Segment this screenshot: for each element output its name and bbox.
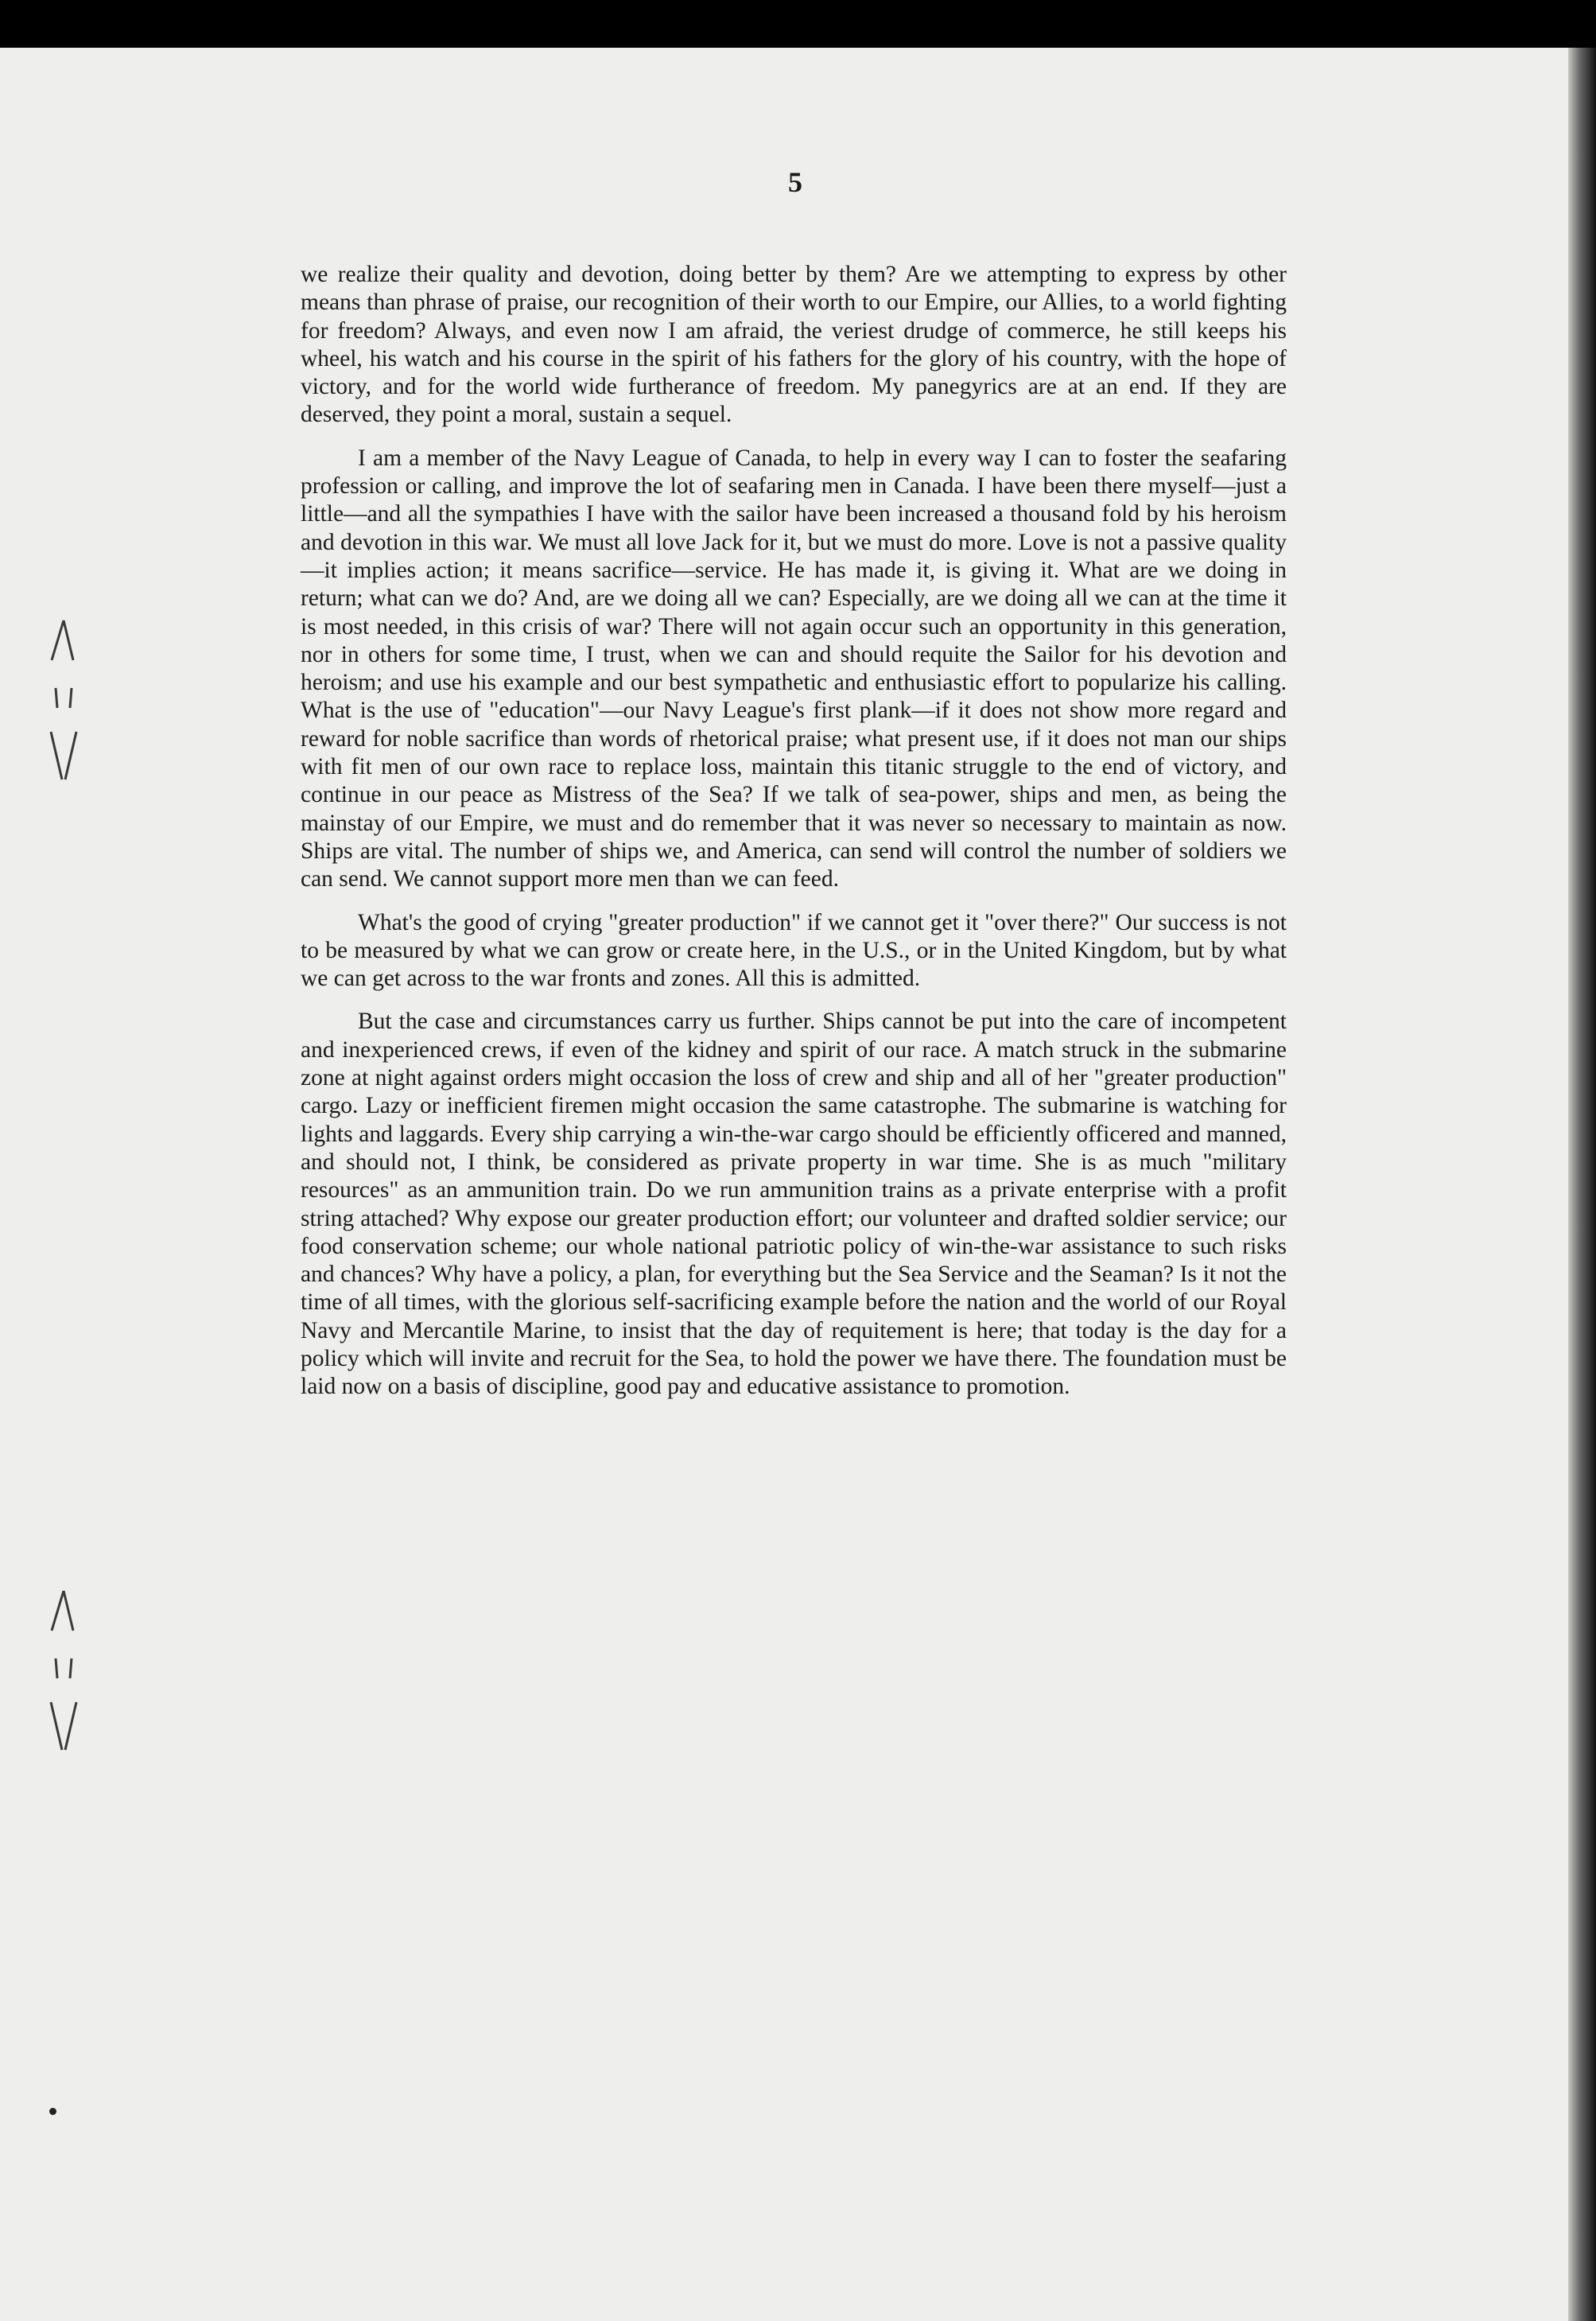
margin-bracket-mark-2: [40, 1583, 87, 1758]
margin-dot: [49, 2108, 56, 2115]
paragraph-1: we realize their quality and devotion, doing better by them? Are we attempting to express by other means than phrase of praise, our recognition of their worth to our Empire, our Allies, to a world fighting for freedom? Always, and even now I am afraid, the veriest drudge of commerce, he still keeps his wheel, his watch and his course in the spirit of his fathers for the glory of his country, with the hope of victory, and for the world wide furtherance of freedom. My panegyrics are at an end. If they are deserved, they point a moral, sustain a sequel.: [301, 262, 1287, 428]
body-text: [301, 261, 1287, 1417]
paragraph-4: But the case and circumstances carry us further. Ships cannot be put into the care of incompetent and inexperienced crews, if even of the kidney and spirit of our race. A match struck in the submarine zone at night against orders might occasion the loss of crew and ship and all of her "greater production" cargo. Lazy or inefficient firemen might occasion the same catastrophe. The submarine is watching for lights and laggards. Every ship carrying a win-the-war cargo should be efficiently officered and manned, and should not, I think, be considered as private property in war time. She is as much "military resources" as an ammunition train. Do we run ammunition trains as a private enterprise with a profit string attached? Why expose our greater production effort; our volunteer and drafted soldier service; our food conservation scheme; our whole national patriotic policy of win-the-war assistance to such risks and chances? Why have a policy, a plan, for everything but the Sea Service and the Seaman? Is it not the time of all times, with the glorious self-sacrificing example before the nation and the world of our Royal Navy and Mercantile Marine, to insist that the day of requitement is here; that today is the day for a policy which will invite and recruit for the Sea, to hold the power we have there. The foundation must be laid now on a basis of discipline, good pay and educative assistance to promotion.: [301, 1009, 1287, 1400]
paragraph-2: I am a member of the Navy League of Canada, to help in every way I can to foster the seafaring profession or calling, and improve the lot of seafaring men in Canada. I have been there myself—just a little—and all the sympathies I have with the sailor have been increased a thousand fold by his heroism and devotion in this war. We must all love Jack for it, but we must do more. Love is not a passive quality—it implies action; it means sacrifice—service. He has made it, is giving it. What are we doing in return; what can we do? And, are we doing all we can? Especially, are we doing all we can at the time it is most needed, in this crisis of war? There will not again occur such an opportunity in this generation, nor in others for some time, I trust, when we can and should requite the Sailor for his devotion and heroism; and use his example and our best sympathetic and enthusiastic effort to popularize his calling. What is the use of "education"—our Navy League's first plank—if it does not show more regard and reward for noble sacrifice than words of rhetorical praise; what present use, if it does not man our ships with fit men of our own race to replace loss, maintain this titanic struggle to the end of victory, and continue in our peace as Mistress of the Sea? If we talk of sea-power, ships and men, as being the mainstay of our Empire, we must and do remember that it was never so necessary to maintain as now. Ships are vital. The number of ships we, and America, can send will control the number of soldiers we can send. We cannot support more men than we can feed.: [301, 445, 1287, 892]
paragraph-3: What's the good of crying "greater production" if we cannot get it "over there?" Our success is not to be measured by what we can grow or create here, in the U.S., or in the United Kingdom, but by what we can get across to the war fronts and zones. All this is admitted.: [301, 909, 1287, 992]
page-number: 5: [788, 166, 802, 198]
margin-bracket-mark-1: [40, 612, 87, 787]
margin-bracket-icon: [40, 1583, 87, 1758]
margin-bracket-icon: [40, 612, 87, 787]
page-edge-shadow: [1568, 48, 1596, 2321]
